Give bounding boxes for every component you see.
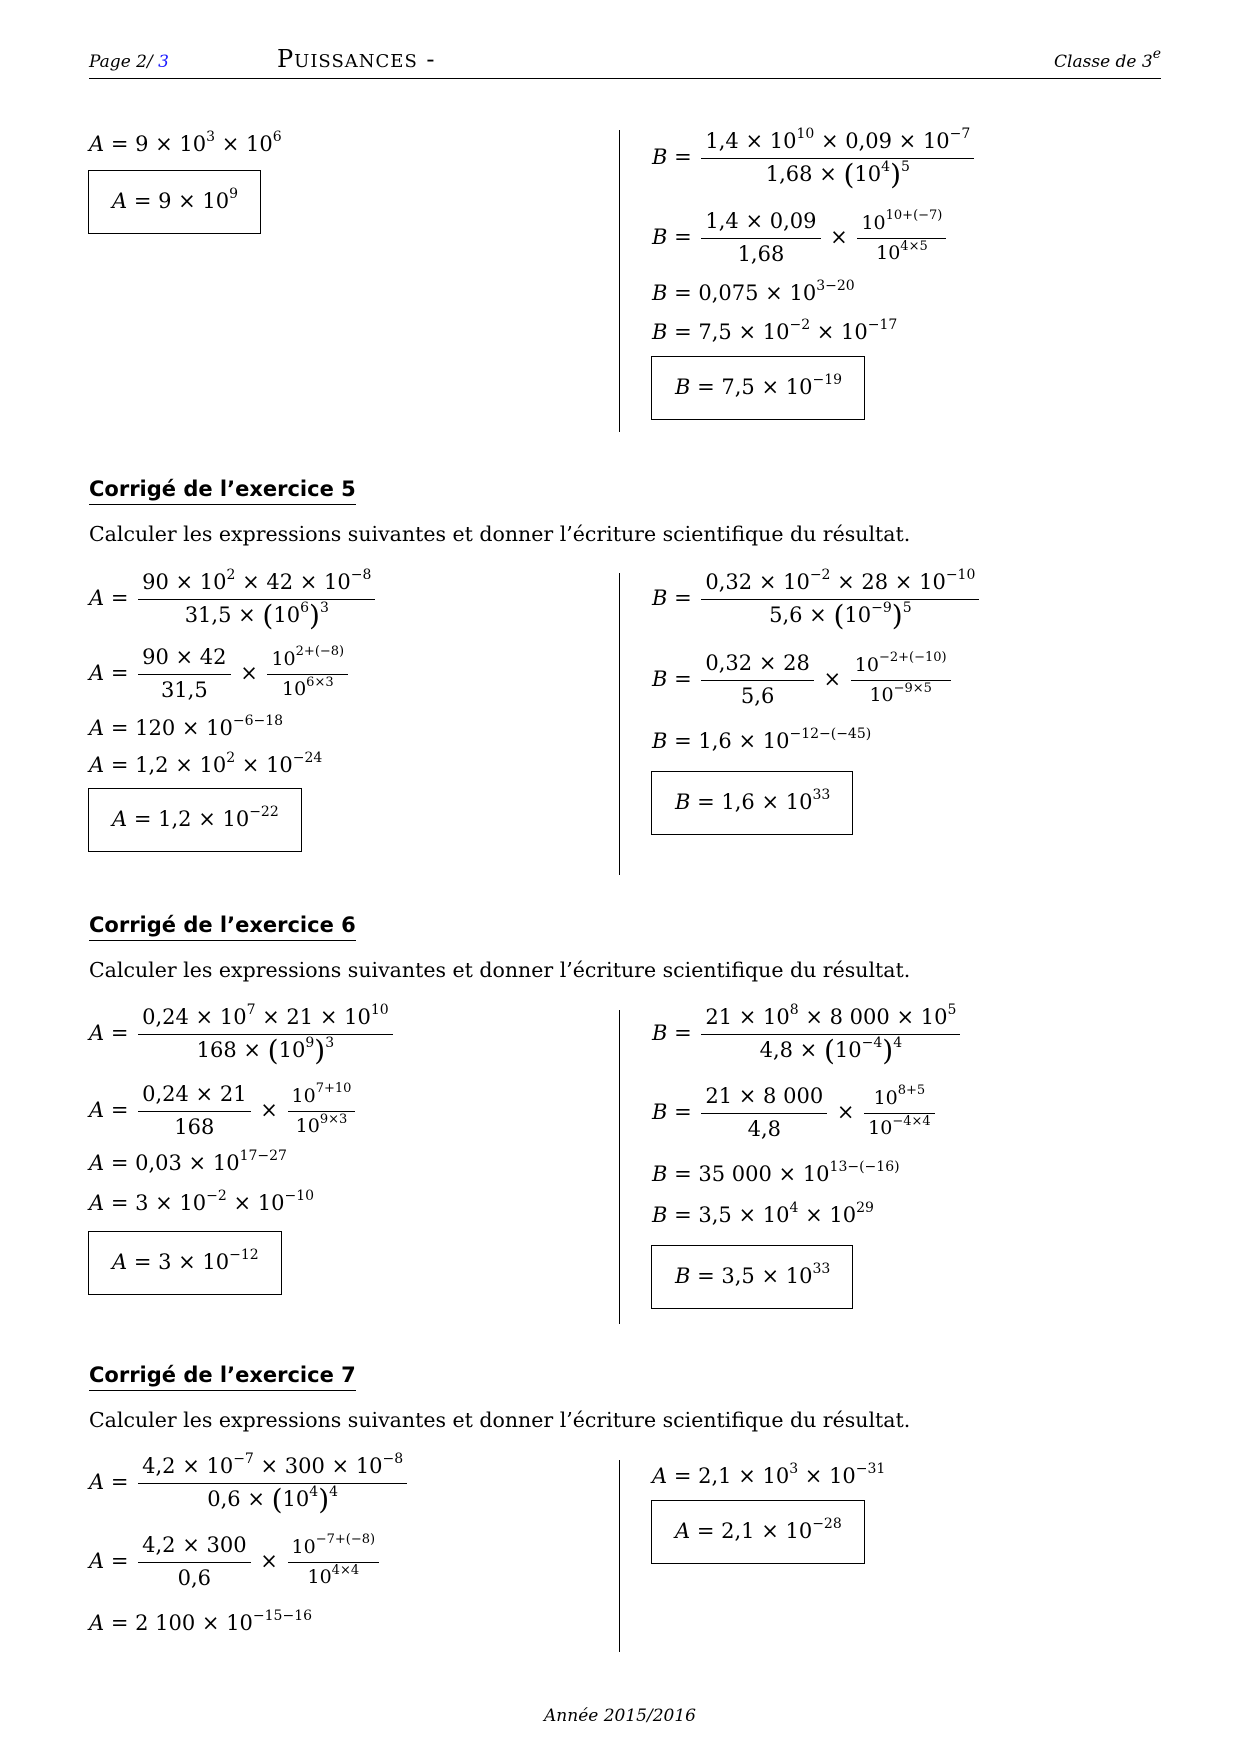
ex5-A-result-box: $A = 1,2 \times 10^{-22}$ bbox=[88, 788, 302, 852]
class-label: Classe de 3e bbox=[1054, 46, 1161, 72]
ex6-heading: Corrigé de l’exercice 6 bbox=[89, 913, 356, 941]
ex7-A-step3: A = 2 $100 \times 10^{-15-16}$ bbox=[89, 1608, 313, 1635]
footer-year: Année 2015/2016 bbox=[544, 1706, 696, 1726]
ex7-A-step2: A = $\frac{4,2 \times 300}{0,6}$ × $\frac{10^{-7+(-8)}}{10^{4\times 4}}$ bbox=[89, 1532, 382, 1593]
ex5-A-step3: $A = 120 \times 10^{-6-18}$ bbox=[89, 713, 284, 740]
total-pages-link[interactable]: 3 bbox=[158, 52, 169, 72]
ex5-heading: Corrigé de l’exercice 5 bbox=[89, 477, 356, 505]
ex5-A-step1: A = $\frac{90 \times 10^2 \times 42 \times 10^{-8}}{31,5 \times (10^6)^3}$ bbox=[89, 569, 378, 630]
ex4-column-divider bbox=[619, 130, 620, 432]
ex4-A-step1: $A = 9 \times 10^3 \times 10^6$ bbox=[89, 129, 282, 156]
ex6-A-step3: $A = 0,03 \times 10^{17-27}$ bbox=[89, 1148, 287, 1175]
ex7-column-divider bbox=[619, 1460, 620, 1652]
ex4-B-result-box: $B = 7,5 \times 10^{-19}$ bbox=[651, 356, 865, 420]
header-divider bbox=[89, 78, 1161, 79]
ex6-B-result-box: $B = 3,5 \times 10^{33}$ bbox=[651, 1245, 853, 1309]
ex6-column-divider bbox=[619, 1010, 620, 1324]
ex6-B-step1: B = $\frac{21 \times 10^8 \times 8 000 \times 10^5}{4,8 \times (10^{-4})^4}$ bbox=[652, 1004, 963, 1065]
ex5-B-step1: B = $\frac{0,32 \times 10^{-2} \times 28 \times 10^{-10}}{5,6 \times (10^{-9})^5}$ bbox=[652, 569, 982, 630]
ex5-column-divider bbox=[619, 573, 620, 875]
ex7-heading: Corrigé de l’exercice 7 bbox=[89, 1363, 356, 1391]
ex4-B-step2: B = $\frac{1,4 \times 0,09}{1,68}$ × $\frac{10^{10+(-7)}}{10^{4\times 5}}$ bbox=[652, 208, 949, 269]
ex6-A-result-box: $A = 3 \times 10^{-12}$ bbox=[88, 1231, 282, 1295]
ex6-A-step4: $A = 3 \times 10^{-2} \times 10^{-10}$ bbox=[89, 1188, 315, 1215]
ex6-A-step2: A = $\frac{0,24 \times 21}{168}$ × $\frac{10^{7+10}}{10^{9\times 3}}$ bbox=[89, 1081, 358, 1142]
page-number: Page 2/ 3 bbox=[89, 52, 169, 72]
ex5-B-step2: B = $\frac{0,32 \times 28}{5,6}$ × $\frac{10^{-2+(-10)}}{10^{-9\times 5}}$ bbox=[652, 650, 954, 711]
ex4-A-result-box: $A = 9 \times 10^9$ bbox=[88, 170, 261, 234]
ex6-B-step3: B = 35 $000 \times 10^{13-(-16)}$ bbox=[652, 1159, 900, 1186]
ex7-A-result-box: $A = 2,1 \times 10^{-28}$ bbox=[651, 1500, 865, 1564]
ex5-A-step2: A = $\frac{90 \times 42}{31,5}$ × $\frac{10^{2+(-8)}}{10^{6\times 3}}$ bbox=[89, 644, 351, 705]
ex5-B-result-box: $B = 1,6 \times 10^{33}$ bbox=[651, 771, 853, 835]
ex5-instruction: Calculer les expressions suivantes et donner l’écriture scientifique du résultat. bbox=[89, 522, 911, 546]
ex6-instruction: Calculer les expressions suivantes et donner l’écriture scientifique du résultat. bbox=[89, 958, 911, 982]
page-title: PUISSANCES - bbox=[277, 45, 436, 73]
ex6-B-step4: $B = 3,5 \times 10^4 \times 10^{29}$ bbox=[652, 1200, 874, 1227]
ex7-A-step4: $A = 2,1 \times 10^3 \times 10^{-31}$ bbox=[652, 1461, 886, 1488]
ex6-A-step1: A = $\frac{0,24 \times 10^7 \times 21 \times 10^{10}}{168 \times (10^9)^3}$ bbox=[89, 1004, 396, 1065]
ex4-B-step1: B = $\frac{1,4 \times 10^{10} \times 0,09 \times 10^{-7}}{1,68 \times (10^4)^5}$ bbox=[652, 128, 977, 189]
ex4-B-step4: $B = 7,5 \times 10^{-2} \times 10^{-17}$ bbox=[652, 317, 898, 344]
ex4-B-step3: $B = 0,075 \times 10^{3-20}$ bbox=[652, 278, 855, 305]
ex7-A-step1: A = $\frac{4,2 \times 10^{-7} \times 300 \times 10^{-8}}{0,6 \times (10^4)^4}$ bbox=[89, 1453, 410, 1514]
ex6-B-step2: B = $\frac{21 \times 8 000}{4,8}$ × $\frac{10^{8+5}}{10^{-4\times 4}}$ bbox=[652, 1083, 938, 1144]
ex7-instruction: Calculer les expressions suivantes et donner l’écriture scientifique du résultat. bbox=[89, 1408, 911, 1432]
ex5-B-step3: $B = 1,6 \times 10^{-12-(-45)}$ bbox=[652, 726, 872, 753]
ex5-A-step4: $A = 1,2 \times 10^2 \times 10^{-24}$ bbox=[89, 750, 323, 777]
